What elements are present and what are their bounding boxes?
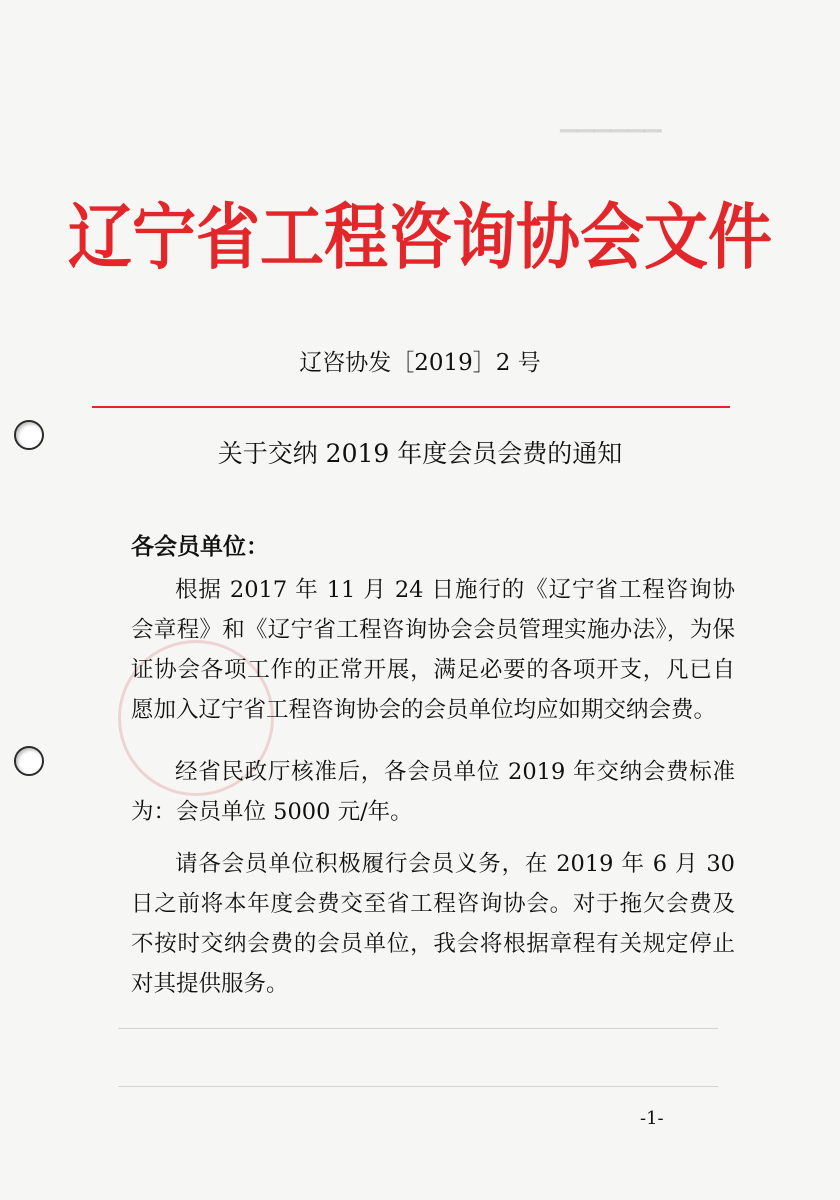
salutation: 各会员单位： [131,533,269,560]
page-number: -1- [640,1108,664,1129]
show-through-rule [118,1028,718,1029]
document-number: 辽咨协发［2019］2 号 [299,350,541,376]
show-through-artifact: ▁▁▁▁▁▁ [560,108,662,133]
header-red-rule [92,406,730,408]
document-header-title: 辽宁省工程咨询协会文件 [68,197,772,281]
body-paragraph-2: 经省民政厅核准后，各会员单位 2019 年交纳会费标准为：会员单位 5000 元/年。 [131,759,735,825]
notice-subject: 关于交纳 2019 年度会员会费的通知 [217,439,623,468]
show-through-rule [118,1086,718,1087]
body-paragraph-3: 请各会员单位积极履行会员义务，在 2019 年 6 月 30 日之前将本年度会费交至省工程咨询协会。对于拖欠会费及不按时交纳会费的会员单位，我会将根据章程有关规定停止对其提供服务。 [131,851,735,997]
body-paragraph-1: 根据 2017 年 11 月 24 日施行的《辽宁省工程咨询协会章程》和《辽宁省工程咨询协会会员管理实施办法》，为保证协会各项工作的正常开展，满足必要的各项开支，凡已自愿加入辽宁省工程咨询协会的会员单位均应如期交纳会费。 [131,577,735,723]
punch-hole-bottom [14,746,44,776]
